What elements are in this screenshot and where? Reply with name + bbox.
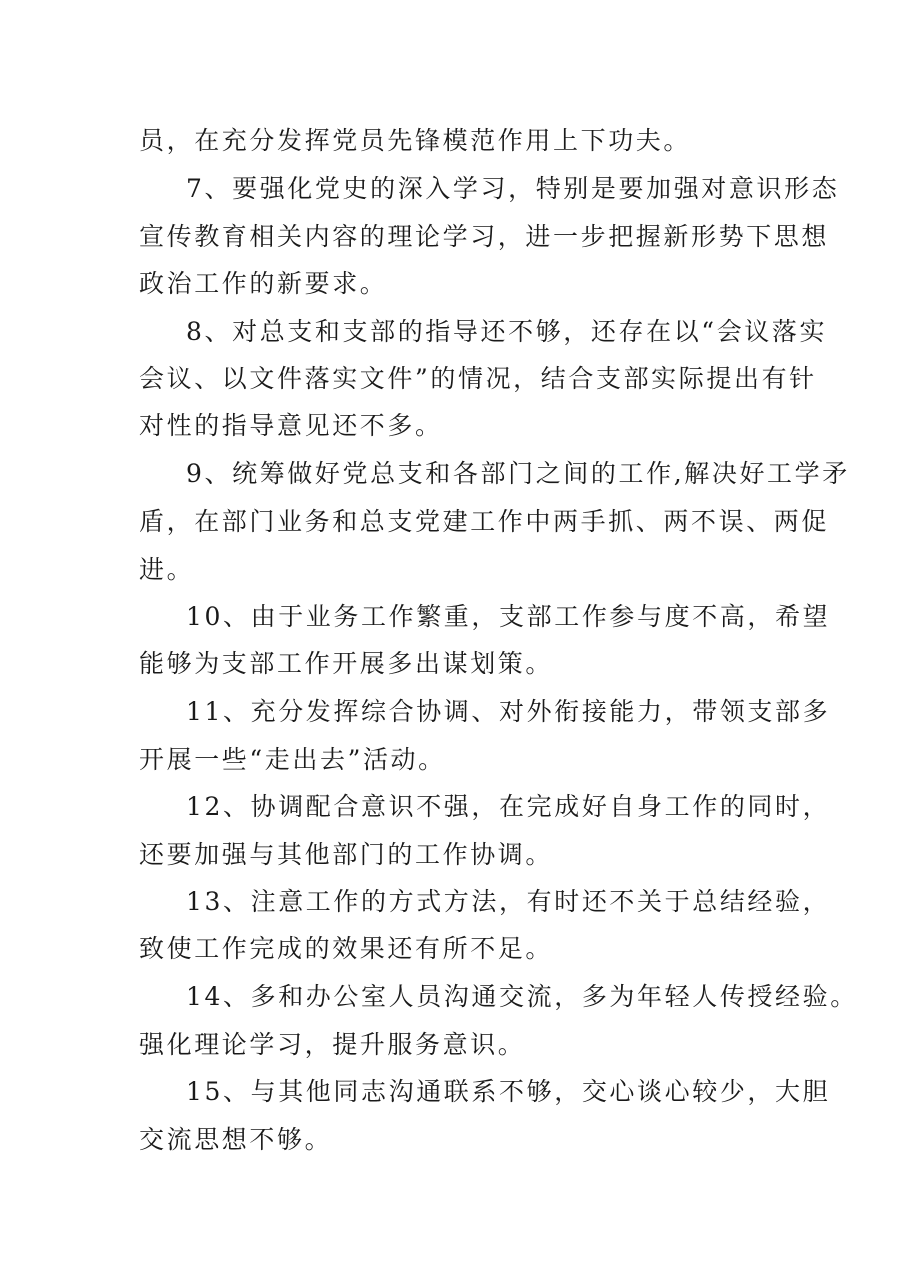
paragraph-7-line-3: 政治工作的新要求。 bbox=[139, 269, 388, 298]
paragraph-11-line-1: 11、充分发挥综合协调、对外衔接能力，带领支部多 bbox=[186, 697, 831, 726]
paragraph-13-line-2: 致使工作完成的效果还有所不足。 bbox=[139, 934, 554, 963]
paragraph-7-line-2: 宣传教育相关内容的理论学习，进一步把握新形势下思想 bbox=[139, 222, 830, 251]
paragraph-15-line-1: 15、与其他同志沟通联系不够，交心谈心较少，大胆 bbox=[186, 1077, 831, 1106]
paragraph-9-line-2: 盾，在部门业务和总支党建工作中两手抓、两不误、两促 bbox=[139, 507, 830, 536]
paragraph-8-line-1: 8、对总支和支部的指导还不够，还存在以“会议落实 bbox=[186, 317, 828, 346]
paragraph-12-line-1: 12、协调配合意识不强，在完成好自身工作的同时， bbox=[186, 792, 831, 821]
paragraph-9-line-1: 9、统筹做好党总支和各部门之间的工作,解决好工学矛 bbox=[186, 459, 850, 488]
paragraph-14-line-1: 14、多和办公室人员沟通交流，多为年轻人传授经验。 bbox=[186, 982, 858, 1011]
paragraph-7-line-1: 7、要强化党史的深入学习，特别是要加强对意识形态 bbox=[186, 174, 840, 203]
paragraph-12-line-2: 还要加强与其他部门的工作协调。 bbox=[139, 840, 554, 869]
paragraph-10-line-2: 能够为支部工作开展多出谋划策。 bbox=[139, 649, 554, 678]
paragraph-14-line-2: 强化理论学习，提升服务意识。 bbox=[139, 1030, 526, 1059]
paragraph-9-line-3: 进。 bbox=[139, 555, 195, 584]
paragraph-6-line-2: 员，在充分发挥党员先锋模范作用上下功夫。 bbox=[139, 126, 692, 155]
paragraph-10-line-1: 10、由于业务工作繁重，支部工作参与度不高，希望 bbox=[186, 602, 831, 631]
paragraph-15-line-2: 交流思想不够。 bbox=[139, 1125, 333, 1154]
paragraph-8-line-2: 会议、以文件落实文件”的情况，结合支部实际提出有针 bbox=[139, 364, 817, 393]
paragraph-8-line-3: 对性的指导意见还不多。 bbox=[139, 411, 443, 440]
paragraph-13-line-1: 13、注意工作的方式方法，有时还不关于总结经验， bbox=[186, 887, 831, 916]
paragraph-11-line-2: 开展一些“走出去”活动。 bbox=[139, 745, 446, 774]
